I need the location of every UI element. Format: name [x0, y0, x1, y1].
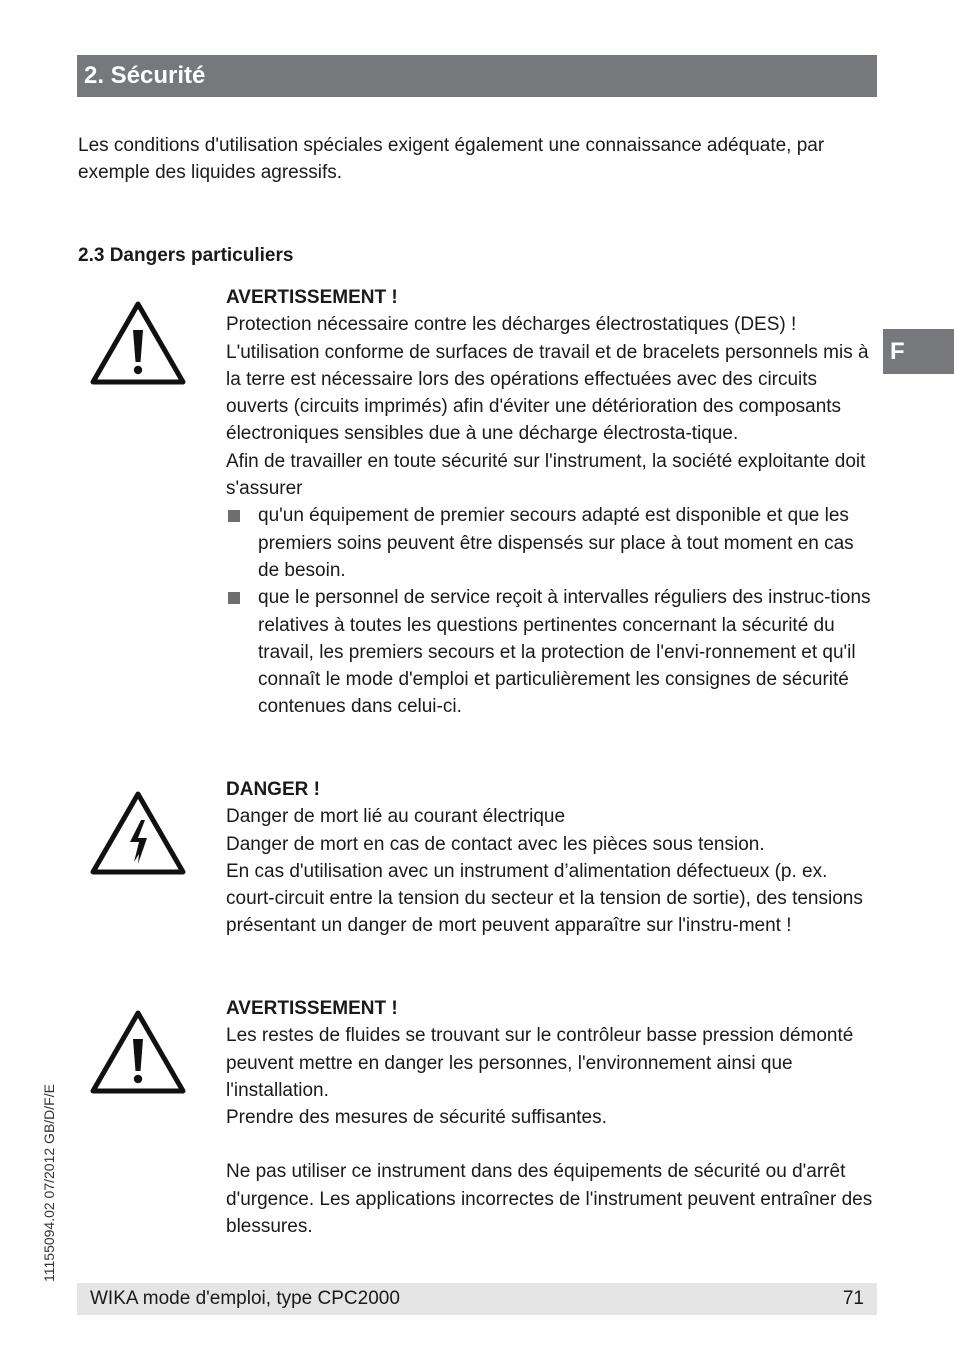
- document-code: 11155094.02 07/2012 GB/D/F/E: [41, 1084, 57, 1282]
- footer-title: WIKA mode d'emploi, type CPC2000: [90, 1288, 400, 1309]
- warning-text: L'utilisation conforme de surfaces de travail et de bracelets personnels mis à la terre est nécessaire lors des opérations effectuées avec des circuits ouverts (circuits imprimés) afin d'éviter une détérioration des composants électroniques sensibles due à une décharge électrosta-tique.: [226, 341, 869, 445]
- warning-block-residues: [226, 995, 876, 1240]
- warning-text: Les restes de fluides se trouvant sur le contrôleur basse pression démonté peuvent mettre en danger les personnes, l'environnement ainsi que l'installation.: [226, 1025, 854, 1101]
- language-tab: F: [883, 329, 954, 374]
- danger-block-electric: [226, 776, 876, 940]
- danger-text: En cas d'utilisation avec un instrument d’alimentation défectueux (p. ex. court-circuit entre la tension du secteur et la tension de sortie), des tensions présentant un danger de mort peuvent apparaître sur l'instru-ment !: [226, 860, 863, 937]
- danger-text: Danger de mort lié au courant électrique: [226, 806, 566, 828]
- bullet-list: [226, 502, 876, 720]
- list-item: que le personnel de service reçoit à intervalles réguliers des instruc-tions relatives à toutes les questions pertinentes concernant la sécurité du travail, les premiers secours et la protection de l'envi-ronnement et qu'il connaît le mode d'emploi et particulièrement les consignes de sécurité contenues dans celui-ci.: [226, 584, 876, 720]
- warning-text: Prendre des mesures de sécurité suffisantes.: [226, 1107, 607, 1129]
- section-heading: 2.3 Dangers particuliers: [78, 245, 294, 266]
- bullet-square-icon: [228, 510, 240, 522]
- electric-hazard-icon: [90, 790, 186, 876]
- warning-triangle-icon: [90, 1009, 186, 1095]
- warning-triangle-icon: [90, 300, 186, 386]
- page-title: 2. Sécurité: [77, 55, 877, 97]
- intro-paragraph: Les conditions d'utilisation spéciales exigent également une connaissance adéquate, par exemple des liquides agressifs.: [78, 135, 825, 183]
- warning-block-esd: [226, 284, 876, 721]
- warning-text: Ne pas utiliser ce instrument dans des équipements de sécurité ou d'arrêt d'urgence. Les applications incorrectes de l'instrument peuvent entraîner des blessures.: [226, 1161, 873, 1238]
- warning-text: Afin de travailler en toute sécurité sur l'instrument, la société exploitante doit s'assurer: [226, 450, 866, 500]
- warning-heading: AVERTISSEMENT !: [226, 998, 398, 1019]
- warning-text: Protection nécessaire contre les décharges électrostatiques (DES) !: [226, 314, 797, 336]
- list-item: qu'un équipement de premier secours adapté est disponible et que les premiers soins peuvent être dispensés sur place à tout moment en cas de besoin.: [226, 502, 876, 584]
- page-number: 71: [842, 1288, 864, 1309]
- danger-text: Danger de mort en cas de contact avec les pièces sous tension.: [226, 833, 765, 855]
- warning-heading: AVERTISSEMENT !: [226, 287, 398, 308]
- page-footer: [77, 1283, 877, 1315]
- bullet-square-icon: [228, 592, 240, 604]
- danger-heading: DANGER !: [226, 779, 320, 800]
